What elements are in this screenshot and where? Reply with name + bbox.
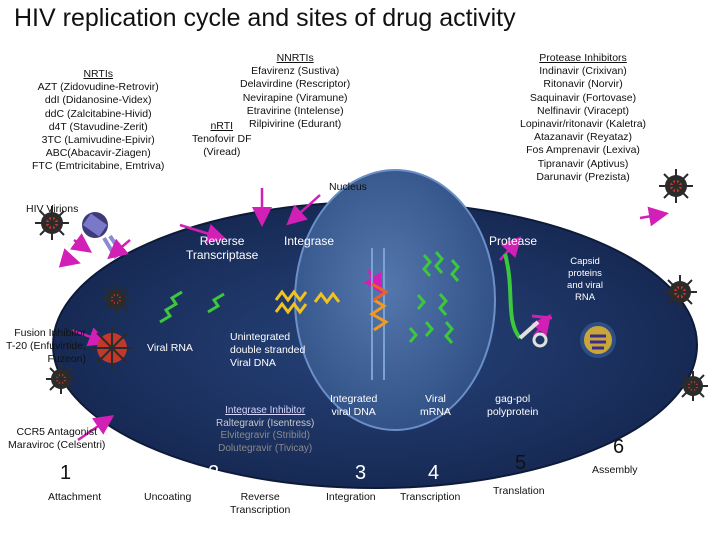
reverse-transcriptase-line: Transcriptase — [186, 248, 259, 262]
viral-mrna-label — [420, 393, 451, 419]
integrase-inhibitor-heading: Integrase Inhibitor — [225, 405, 306, 416]
protease-inhibitor-item: Darunavir (Prezista) — [536, 170, 630, 183]
gag-pol-label — [487, 393, 538, 419]
nrtis-item: ddI (Didanosine-Videx) — [44, 94, 152, 107]
reverse-transcriptase-label — [186, 234, 258, 262]
protease-inhibitor-item: Saquinavir (Fortovase) — [529, 91, 637, 104]
unintegrated-line: double stranded — [230, 344, 306, 356]
nrtis-item: FTC (Emtricitabine, Emtriva) — [32, 160, 165, 173]
integrase-inhibitor-item: Raltegravir (Isentress) — [216, 417, 315, 429]
capsid-line: proteins — [568, 268, 602, 279]
protease-inhibitor-item: Indinavir (Crixivan) — [539, 65, 627, 78]
nrtis-item: AZT (Zidovudine-Retrovir) — [37, 81, 159, 94]
nnrtis-list — [240, 52, 350, 131]
integrated-line: Integrated — [330, 393, 378, 405]
nnrtis-item: Delavirdine (Rescriptor) — [240, 78, 351, 91]
capsid-line: RNA — [574, 292, 596, 303]
ntrti-item: Tenofovir DF — [192, 133, 252, 146]
step-label-reverse-transcription — [230, 491, 290, 517]
gag-pol-line: polyprotein — [487, 406, 539, 418]
virion-icon — [101, 284, 131, 314]
nrtis-item: 3TC (Lamivudine-Epivir) — [41, 134, 155, 147]
step-number: 4 — [428, 462, 440, 484]
protease-inhibitor-item: Ritonavir (Norvir) — [543, 78, 623, 91]
virion-icon — [46, 364, 76, 394]
virion-icon — [678, 371, 708, 401]
step-number: 2 — [208, 462, 220, 484]
viral-mrna-line: mRNA — [420, 406, 451, 418]
integrated-line: viral DNA — [331, 406, 376, 418]
gag-pol-line: gag-pol — [495, 393, 531, 405]
nrtis-heading: NRTIs — [83, 68, 113, 80]
fusion-inhibitor-line: T-20 (Enfuvirtide, — [6, 340, 86, 353]
nnrtis-item: Rilpivirine (Edurant) — [249, 118, 342, 131]
nnrtis-item: Etravirine (Intelense) — [246, 104, 344, 117]
step-number: 1 — [60, 462, 72, 484]
ccr5-antagonist-label — [8, 426, 105, 452]
capsid-line: and viral — [567, 280, 603, 291]
reverse-transcriptase-line: Reverse — [199, 234, 245, 248]
ccr5-line: Maraviroc (Celsentri) — [8, 439, 106, 452]
protease-inhibitor-item: Atazanavir (Reyataz) — [534, 131, 633, 144]
unintegrated-line: Unintegrated — [230, 331, 291, 343]
integrated-dna-label — [330, 393, 377, 419]
capsid-assembly-icon — [582, 324, 614, 356]
ntrti-heading: nRTI — [210, 120, 234, 132]
fusion-inhibitor-label — [0, 327, 86, 367]
protease-inhibitor-item: Nelfinavir (Viracept) — [537, 104, 630, 117]
nnrtis-item: Nevirapine (Viramune) — [242, 91, 348, 104]
step-label-transcription: Transcription — [400, 491, 461, 503]
step-number: 3 — [355, 462, 367, 484]
protease-inhibitors-heading: Protease Inhibitors — [539, 52, 627, 64]
protease-inhibitor-item: Lopinavir/ritonavir (Kaletra) — [520, 118, 647, 131]
protease-label: Protease — [489, 234, 538, 248]
capsid-line: Capsid — [570, 256, 600, 267]
nnrtis-heading: NNRTIs — [276, 52, 314, 64]
page-title: HIV replication cycle and sites of drug activity — [14, 4, 516, 32]
integrase-label: Integrase — [284, 234, 335, 248]
nnrtis-item: Efavirenz (Sustiva) — [251, 65, 340, 78]
integrase-inhibitor-item: Dolutegravir (Tivicay) — [218, 442, 313, 454]
nrtis-list — [32, 68, 164, 174]
step-number: 5 — [515, 452, 527, 474]
ccr5-line: CCR5 Antagonist — [16, 426, 97, 438]
capsid-label — [563, 256, 607, 304]
nrtis-item: ddC (Zalcitabine-Hivid) — [44, 107, 152, 120]
viral-mrna-line: Viral — [425, 393, 446, 405]
step-label-integration: Integration — [326, 491, 376, 503]
protease-inhibitor-item: Tipranavir (Aptivus) — [537, 157, 629, 170]
step-label-assembly: Assembly — [592, 464, 638, 476]
fusion-inhibitor-line: Fuzeon) — [47, 353, 86, 366]
step-label-line: Reverse — [240, 491, 280, 503]
fusion-inhibitor-line: Fusion Inhibitor — [14, 327, 86, 339]
hiv-virions-label: HIV Virions — [26, 203, 79, 215]
step-label-line: Transcription — [230, 504, 291, 516]
protease-inhibitors-list — [520, 52, 646, 184]
ntrti-item: (Viread) — [203, 146, 241, 159]
integrase-inhibitor-item: Elvitegravir (Stribild) — [220, 430, 310, 441]
nucleus-label: Nucleus — [329, 181, 367, 193]
step-label-uncoating: Uncoating — [144, 491, 192, 503]
viral-rna-label: Viral RNA — [147, 342, 193, 354]
protease-inhibitor-item: Fos Amprenavir (Lexiva) — [526, 144, 640, 157]
integrase-inhibitor-list — [216, 405, 314, 455]
step-number: 6 — [613, 436, 625, 458]
step-label-translation: Translation — [493, 485, 545, 497]
unintegrated-dna-label — [230, 331, 305, 370]
nrtis-item: ABC(Abacavir-Ziagen) — [45, 147, 151, 160]
unintegrated-line: Viral DNA — [230, 357, 276, 369]
virion-icon — [659, 169, 693, 203]
virion-icon — [663, 275, 697, 309]
ntrti-list — [192, 120, 252, 160]
nrtis-item: d4T (Stavudine-Zerit) — [48, 120, 148, 133]
step-label-attachment: Attachment — [48, 491, 102, 503]
